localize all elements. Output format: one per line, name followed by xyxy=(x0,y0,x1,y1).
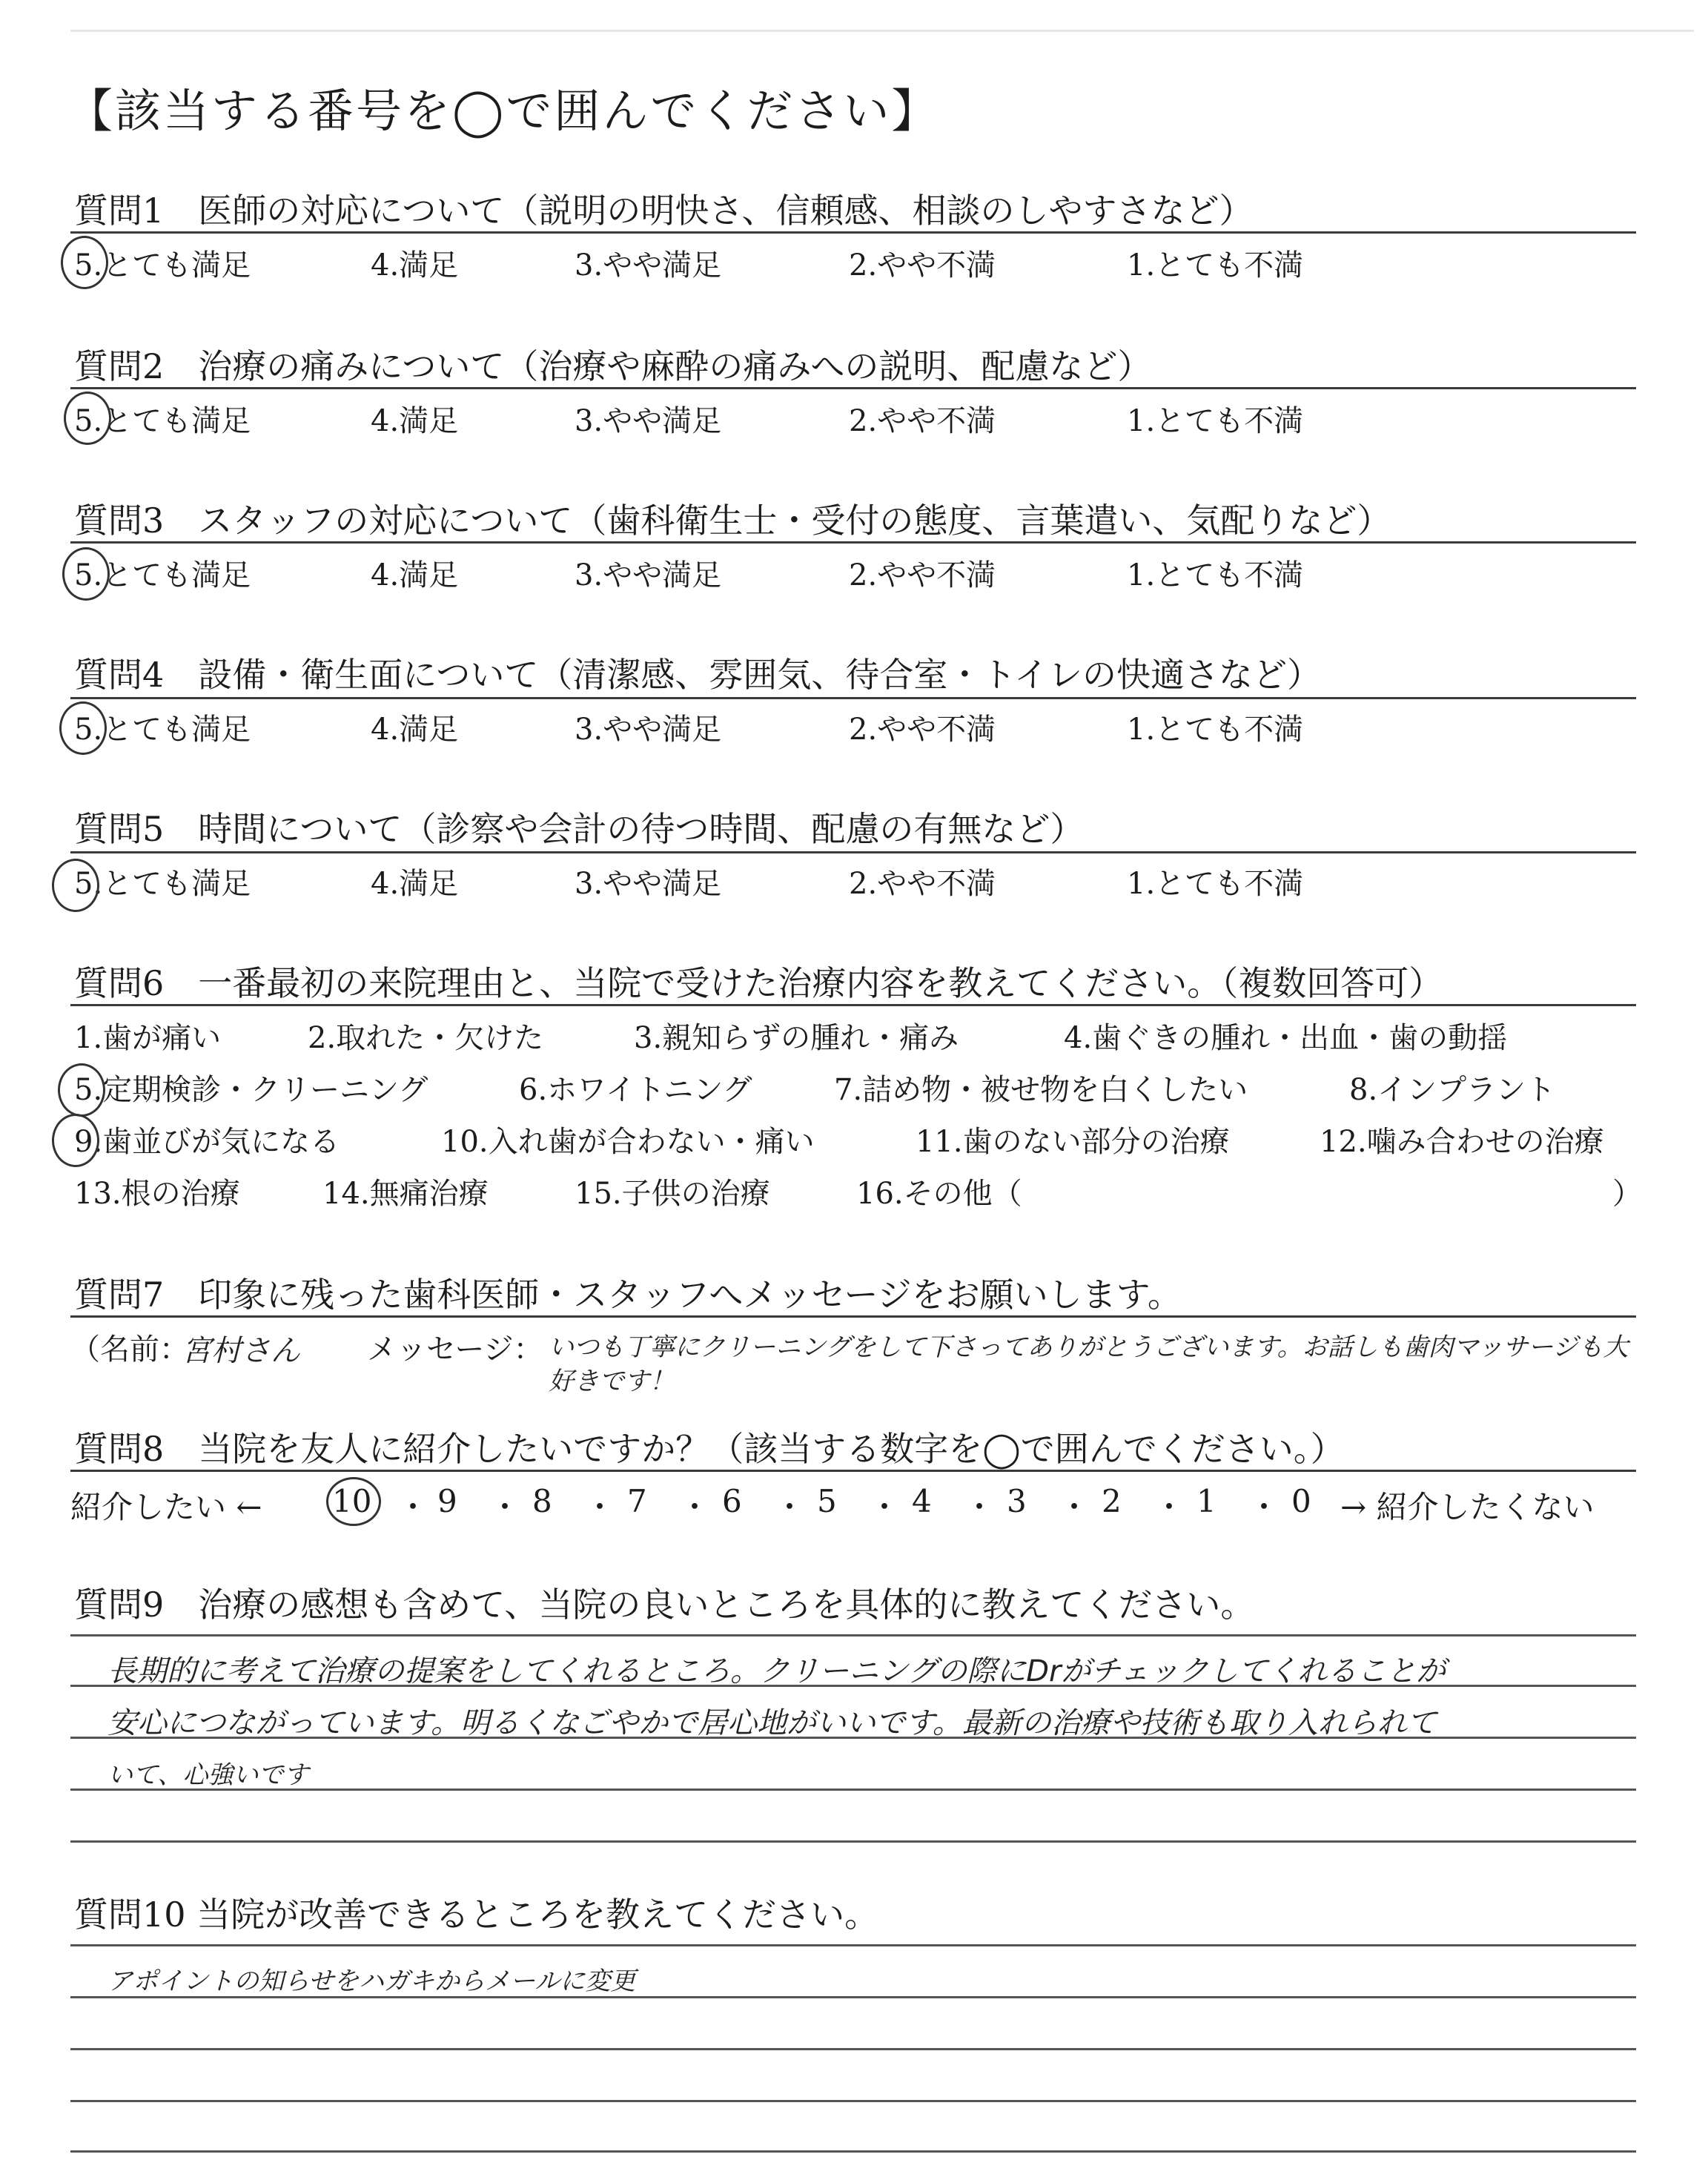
question-8-title: 質問8 当院を友人に紹介したいですか？（該当する数字を◯で囲んでください。） xyxy=(74,1429,1345,1469)
q8-dot: ・ xyxy=(584,1489,616,1525)
q8-dot: ・ xyxy=(679,1489,711,1525)
question-2-rule xyxy=(70,387,1636,389)
q6-selection-circle-9 xyxy=(52,1114,99,1167)
q9-answer-line-3: いて、心強いです xyxy=(107,1760,309,1790)
q1-option-5[interactable]: 5.とても満足 xyxy=(74,248,251,283)
q4-option-5[interactable]: 5.とても満足 xyxy=(74,713,251,747)
q8-dot: ・ xyxy=(1059,1489,1090,1525)
q6-option-1[interactable]: 1.歯が痛い xyxy=(74,1021,222,1055)
q6-option-14[interactable]: 14.無痛治療 xyxy=(322,1177,489,1211)
q2-option-5[interactable]: 5.とても満足 xyxy=(74,404,251,438)
q6-option-6[interactable]: 6.ホワイトニング xyxy=(519,1073,752,1107)
q8-dot: ・ xyxy=(774,1489,806,1525)
q8-dot: ・ xyxy=(964,1489,996,1525)
q7-name-label: （名前： xyxy=(70,1332,189,1367)
q1-option-1[interactable]: 1.とても不満 xyxy=(1127,248,1304,283)
q6-option-8[interactable]: 8.インプラント xyxy=(1349,1073,1556,1107)
q5-option-4[interactable]: 4.満足 xyxy=(371,867,459,901)
q8-score-9[interactable]: 9 xyxy=(437,1483,457,1519)
q1-option-4[interactable]: 4.満足 xyxy=(371,248,459,283)
question-7-title: 質問7 印象に残った歯科医師・スタッフへメッセージをお願いします。 xyxy=(74,1275,1182,1315)
q1-option-3[interactable]: 3.やや満足 xyxy=(575,248,722,283)
q8-score-6[interactable]: 6 xyxy=(722,1483,742,1519)
q10-write-line xyxy=(70,1944,1636,1946)
q3-option-2[interactable]: 2.やや不満 xyxy=(849,558,996,592)
q10-write-line xyxy=(70,1996,1636,1998)
q10-write-line xyxy=(70,2150,1636,2153)
q3-option-3[interactable]: 3.やや満足 xyxy=(575,558,722,592)
question-10-title: 質問10 当院が改善できるところを教えてください。 xyxy=(74,1895,879,1935)
q2-option-4[interactable]: 4.満足 xyxy=(371,404,459,438)
q8-score-1[interactable]: 1 xyxy=(1196,1483,1217,1519)
q8-selection-circle xyxy=(326,1477,381,1526)
q9-write-line xyxy=(70,1840,1636,1843)
q8-score-8[interactable]: 8 xyxy=(532,1483,552,1519)
q2-option-1[interactable]: 1.とても不満 xyxy=(1127,404,1304,438)
q9-answer-line-1: 長期的に考えて治療の提案をしてくれるところ。クリーニングの際にDrがチェックしてくれることが xyxy=(107,1654,1446,1688)
q6-option-13[interactable]: 13.根の治療 xyxy=(74,1177,240,1211)
q3-selection-circle xyxy=(62,547,110,601)
q8-dot: ・ xyxy=(869,1489,901,1525)
q4-option-1[interactable]: 1.とても不満 xyxy=(1127,713,1304,747)
q8-dot: ・ xyxy=(489,1489,521,1525)
q8-dot: ・ xyxy=(1153,1489,1185,1525)
q6-option-4[interactable]: 4.歯ぐきの腫れ・出血・歯の動揺 xyxy=(1064,1021,1508,1055)
q2-option-3[interactable]: 3.やや満足 xyxy=(575,404,722,438)
q6-option-2[interactable]: 2.取れた・欠けた xyxy=(308,1021,544,1055)
q2-option-2[interactable]: 2.やや不満 xyxy=(849,404,996,438)
q5-option-1[interactable]: 1.とても不満 xyxy=(1127,867,1304,901)
q4-option-3[interactable]: 3.やや満足 xyxy=(575,713,722,747)
q8-score-7[interactable]: 7 xyxy=(627,1483,647,1519)
question-6-title: 質問6 一番最初の来院理由と、当院で受けた治療内容を教えてください。（複数回答可） xyxy=(74,963,1443,1003)
q3-option-4[interactable]: 4.満足 xyxy=(371,558,459,592)
question-1-rule xyxy=(70,231,1636,234)
question-2-title: 質問2 治療の痛みについて（治療や麻酔の痛みへの説明、配慮など） xyxy=(74,346,1152,386)
q8-score-4[interactable]: 4 xyxy=(912,1483,932,1519)
q7-name-handwriting: 宮村さん xyxy=(182,1334,300,1368)
question-3-rule xyxy=(70,541,1636,544)
q9-write-line xyxy=(70,1634,1636,1636)
question-5-title: 質問5 時間について（診察や会計の待つ時間、配慮の有無など） xyxy=(74,809,1085,849)
q2-selection-circle xyxy=(64,392,111,445)
question-6-rule xyxy=(70,1004,1636,1006)
q8-score-2[interactable]: 2 xyxy=(1102,1483,1122,1519)
q10-write-line xyxy=(70,2048,1636,2050)
question-4-rule xyxy=(70,697,1636,699)
question-1-title: 質問1 医師の対応について（説明の明快さ、信頼感、相談のしやすさなど） xyxy=(74,191,1254,231)
q7-message-label: メッセージ： xyxy=(367,1332,543,1367)
q8-score-3[interactable]: 3 xyxy=(1007,1483,1027,1519)
q9-answer-line-2: 安心につながっています。明るくなごやかで居心地がいいです。最新の治療や技術も取り入れられて xyxy=(107,1706,1437,1740)
q5-selection-circle xyxy=(52,859,99,912)
q6-option-16[interactable]: 16.その他（ xyxy=(856,1177,1022,1211)
q3-option-1[interactable]: 1.とても不満 xyxy=(1127,558,1304,592)
q9-write-line xyxy=(70,1789,1636,1791)
question-4-title: 質問4 設備・衛生面について（清潔感、雰囲気、待合室・トイレの快適さなど） xyxy=(74,655,1322,695)
q1-selection-circle xyxy=(61,236,108,289)
question-5-rule xyxy=(70,851,1636,853)
q6-option-7[interactable]: 7.詰め物・被せ物を白くしたい xyxy=(834,1073,1248,1107)
q6-selection-circle-5 xyxy=(58,1063,105,1117)
q8-left-label: 紹介したい ← xyxy=(70,1489,262,1525)
question-8-rule xyxy=(70,1470,1636,1472)
q9-write-line xyxy=(70,1737,1636,1739)
q6-other-close: ） xyxy=(1612,1177,1642,1211)
question-9-title: 質問9 治療の感想も含めて、当院の良いところを具体的に教えてください。 xyxy=(74,1585,1255,1625)
q9-write-line xyxy=(70,1685,1636,1687)
q10-answer-line-1: アポイントの知らせをハガキからメールに変更 xyxy=(107,1966,636,1996)
q5-option-5[interactable]: 5.とても満足 xyxy=(74,867,251,901)
q8-dot: ・ xyxy=(1248,1489,1280,1525)
q6-option-5[interactable]: 5.定期検診・クリーニング xyxy=(74,1073,428,1107)
q10-write-line xyxy=(70,2100,1636,2102)
page-heading: 【該当する番号を◯で囲んでください】 xyxy=(67,84,940,138)
q3-option-5[interactable]: 5.とても満足 xyxy=(74,558,251,592)
q8-right-label: → 紹介したくない xyxy=(1340,1489,1595,1525)
q4-selection-circle xyxy=(59,701,107,755)
question-3-title: 質問3 スタッフの対応について（歯科衛生士・受付の態度、言葉遣い、気配りなど） xyxy=(74,501,1391,541)
q8-score-10[interactable]: 10 xyxy=(332,1483,372,1519)
q4-option-4[interactable]: 4.満足 xyxy=(371,713,459,747)
question-7-rule xyxy=(70,1315,1636,1318)
q8-score-5[interactable]: 5 xyxy=(817,1483,837,1519)
top-border xyxy=(70,30,1694,32)
q6-option-11[interactable]: 11.歯のない部分の治療 xyxy=(916,1125,1230,1159)
q4-option-2[interactable]: 2.やや不満 xyxy=(849,713,996,747)
q6-option-3[interactable]: 3.親知らずの腫れ・痛み xyxy=(634,1021,959,1055)
q8-dot: ・ xyxy=(397,1489,429,1525)
q7-message-handwriting: いつも丁寧にクリーニングをして下さってありがとうございます。お話しも歯肉マッサージも大好きです！ xyxy=(549,1332,1629,1396)
q6-option-9[interactable]: 9.歯並びが気になる xyxy=(74,1125,340,1159)
q8-score-0[interactable]: 0 xyxy=(1291,1483,1311,1519)
q6-option-10[interactable]: 10.入れ歯が合わない・痛い xyxy=(441,1125,815,1159)
q1-option-2[interactable]: 2.やや不満 xyxy=(849,248,996,283)
q6-option-12[interactable]: 12.噛み合わせの治療 xyxy=(1320,1125,1604,1159)
q5-option-3[interactable]: 3.やや満足 xyxy=(575,867,722,901)
q5-option-2[interactable]: 2.やや不満 xyxy=(849,867,996,901)
q6-option-15[interactable]: 15.子供の治療 xyxy=(575,1177,770,1211)
